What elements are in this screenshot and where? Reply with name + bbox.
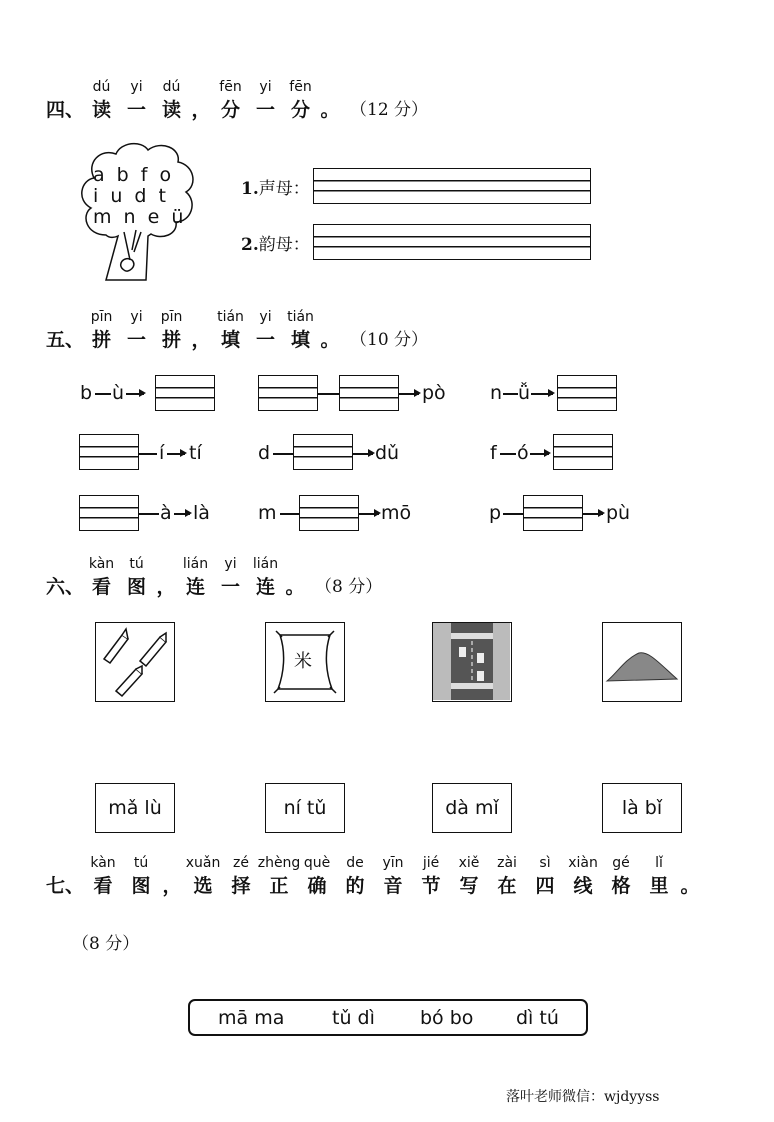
- hanzi: 。: [680, 875, 700, 897]
- hanzi: 读: [92, 99, 112, 121]
- rice-character: 米: [294, 651, 312, 672]
- hanzi: 一: [127, 329, 147, 351]
- section4-heading: [46, 77, 428, 123]
- hanzi: ，: [191, 99, 211, 121]
- title-char: [119, 77, 154, 123]
- pinyin-text: dǔ: [375, 442, 400, 464]
- section-score: （8 分）: [72, 934, 140, 954]
- letters-row: i u d t: [93, 185, 169, 207]
- title-char: [450, 853, 488, 899]
- answer-grid[interactable]: [557, 375, 617, 411]
- title-char: [678, 853, 702, 899]
- answer-option[interactable]: là bǐ: [602, 783, 682, 833]
- title-char: [298, 853, 336, 899]
- hanzi: 正: [269, 875, 289, 897]
- answer-grid[interactable]: [79, 495, 139, 531]
- title-char: [336, 853, 374, 899]
- pinyin-annotation: jié: [422, 855, 440, 871]
- title-char: [374, 853, 412, 899]
- pinyin-annotation: yīn: [382, 855, 404, 871]
- pinyin-annotation: dú: [92, 79, 111, 95]
- syllable-options-box: [188, 999, 588, 1036]
- pinyin-annotation: xiàn: [568, 855, 598, 871]
- hanzi: 的: [345, 875, 365, 897]
- hanzi: 择: [231, 875, 251, 897]
- picture-rice-bag[interactable]: [265, 622, 345, 702]
- answer-grid[interactable]: [258, 375, 318, 411]
- pinyin-annotation: yi: [130, 309, 143, 325]
- hanzi: 图: [131, 875, 151, 897]
- section-number: 六、: [46, 576, 85, 598]
- title-char: [564, 853, 602, 899]
- hanzi: 连: [256, 576, 276, 598]
- section6-heading: [46, 554, 382, 600]
- pinyin-text: n: [490, 382, 503, 404]
- title-char: [248, 77, 283, 123]
- pinyin-annotation: de: [346, 855, 364, 871]
- answer-grid[interactable]: [299, 495, 359, 531]
- hanzi: 分: [221, 99, 241, 121]
- tree-letters: [93, 165, 186, 228]
- pinyin-text: b: [80, 382, 93, 404]
- crayons-icon: [96, 623, 173, 700]
- answer-grid[interactable]: [523, 495, 583, 531]
- pinyin-text: pù: [606, 502, 631, 524]
- title-char: [488, 853, 526, 899]
- pinyin-text: tí: [189, 442, 202, 464]
- hanzi: 四: [535, 875, 555, 897]
- hanzi: 一: [127, 99, 147, 121]
- section-score: （12 分）: [350, 100, 429, 120]
- syllable-option: tǔ dì: [332, 1007, 375, 1029]
- pinyin-annotation: pīn: [160, 309, 183, 325]
- title-char: [248, 307, 283, 353]
- pinyin-annotation: gé: [612, 855, 630, 871]
- pinyin-annotation: lián: [252, 556, 279, 572]
- title-char: [189, 77, 213, 123]
- title-char: [154, 77, 189, 123]
- pinyin-annotation: què: [303, 855, 331, 871]
- title-char: [283, 307, 318, 353]
- answer-option[interactable]: mǎ lù: [95, 783, 175, 833]
- pinyin-annotation: sì: [539, 855, 551, 871]
- hanzi: 看: [93, 875, 113, 897]
- title-char: [189, 307, 213, 353]
- hanzi: 一: [256, 329, 276, 351]
- hanzi: 拼: [162, 329, 182, 351]
- hanzi: ，: [191, 329, 211, 351]
- pinyin-annotation: yi: [259, 309, 272, 325]
- title-char: [84, 77, 119, 123]
- answer-grid[interactable]: [155, 375, 215, 411]
- answer-grid[interactable]: [293, 434, 353, 470]
- pinyin-annotation: tián: [217, 309, 244, 325]
- initials-writing-grid[interactable]: [313, 168, 591, 204]
- hanzi: 选: [193, 875, 213, 897]
- pinyin-text: f: [490, 442, 497, 464]
- hanzi: ，: [156, 576, 176, 598]
- picture-crayons[interactable]: [95, 622, 175, 702]
- hanzi: 一: [221, 576, 241, 598]
- hanzi: 连: [186, 576, 206, 598]
- pinyin-annotation: tú: [129, 556, 144, 572]
- title-char: [160, 853, 184, 899]
- pinyin-annotation: yi: [259, 79, 272, 95]
- hanzi: ，: [162, 875, 182, 897]
- pinyin-annotation: kàn: [90, 855, 116, 871]
- row-initials-label: 1.声母：: [241, 179, 310, 199]
- hanzi: 在: [497, 875, 517, 897]
- footer-watermark: 落叶老师微信：wjdyyss: [506, 1089, 660, 1105]
- road-icon: [433, 623, 510, 700]
- pinyin-text: p: [489, 502, 502, 524]
- pinyin-annotation: yi: [224, 556, 237, 572]
- section-number: 七、: [46, 875, 85, 897]
- pinyin-annotation: dú: [162, 79, 181, 95]
- title-char: [178, 554, 213, 600]
- title-char: [213, 307, 248, 353]
- pinyin-text: ó: [517, 442, 529, 464]
- title-char: [283, 554, 307, 600]
- hanzi: 一: [256, 99, 276, 121]
- title-char: [184, 853, 222, 899]
- letters-row: a b f o: [93, 164, 175, 186]
- pinyin-annotation: xuǎn: [185, 855, 221, 871]
- pinyin-text: í: [159, 442, 165, 464]
- pinyin-annotation: zài: [497, 855, 517, 871]
- title-char: [640, 853, 678, 899]
- pinyin-text: mō: [381, 502, 412, 524]
- pinyin-text: pò: [422, 382, 446, 404]
- title-char: [84, 554, 119, 600]
- title-char: [122, 853, 160, 899]
- hanzi: 音: [383, 875, 403, 897]
- letters-row: m n e ü: [93, 206, 187, 228]
- hanzi: 拼: [92, 329, 112, 351]
- hanzi: 写: [459, 875, 479, 897]
- pinyin-annotation: zhèng: [257, 855, 301, 871]
- answer-grid[interactable]: [553, 434, 613, 470]
- picture-mountain[interactable]: [602, 622, 682, 702]
- row-finals-label: 2.韵母：: [241, 235, 310, 255]
- title-char: [318, 77, 342, 123]
- pinyin-annotation: pīn: [90, 309, 113, 325]
- title-char: [213, 554, 248, 600]
- hanzi: 。: [320, 99, 340, 121]
- title-char: [222, 853, 260, 899]
- title-char: [84, 853, 122, 899]
- title-char: [412, 853, 450, 899]
- pinyin-annotation: fēn: [219, 79, 242, 95]
- section-score: （8 分）: [315, 577, 383, 597]
- pinyin-text: ǚ: [518, 382, 531, 404]
- section-score: （10 分）: [350, 330, 429, 350]
- hanzi: 看: [92, 576, 112, 598]
- hanzi: 填: [291, 329, 311, 351]
- pinyin-text: à: [160, 502, 172, 524]
- hanzi: 。: [285, 576, 305, 598]
- picture-road[interactable]: [432, 622, 512, 702]
- pinyin-annotation: kàn: [88, 556, 115, 572]
- finals-writing-grid[interactable]: [313, 224, 591, 260]
- title-char: [248, 554, 283, 600]
- answer-option[interactable]: dà mǐ: [432, 783, 512, 833]
- syllable-option: dì tú: [516, 1007, 559, 1029]
- answer-grid[interactable]: [339, 375, 399, 411]
- section-number: 五、: [46, 329, 85, 351]
- hanzi: 读: [162, 99, 182, 121]
- title-char: [526, 853, 564, 899]
- pinyin-text: là: [193, 502, 210, 524]
- section5-heading: [46, 307, 428, 353]
- title-char: [84, 307, 119, 353]
- hanzi: 格: [611, 875, 631, 897]
- pinyin-annotation: fēn: [289, 79, 312, 95]
- pinyin-annotation: lián: [182, 556, 209, 572]
- answer-grid[interactable]: [79, 434, 139, 470]
- hanzi: 节: [421, 875, 441, 897]
- title-char: [318, 307, 342, 353]
- title-char: [213, 77, 248, 123]
- hanzi: 里: [649, 875, 669, 897]
- section-number: 四、: [46, 99, 85, 121]
- pinyin-text: d: [258, 442, 271, 464]
- title-char: [119, 554, 154, 600]
- title-char: [119, 307, 154, 353]
- title-char: [283, 77, 318, 123]
- pinyin-text: m: [258, 502, 277, 524]
- hanzi: 。: [320, 329, 340, 351]
- pinyin-annotation: lǐ: [655, 855, 663, 871]
- syllable-option: bó bo: [420, 1007, 474, 1029]
- title-char: [154, 307, 189, 353]
- syllable-option: mā ma: [218, 1007, 285, 1029]
- answer-option[interactable]: ní tǔ: [265, 783, 345, 833]
- pinyin-annotation: yi: [130, 79, 143, 95]
- title-char: [602, 853, 640, 899]
- title-char: [154, 554, 178, 600]
- pinyin-annotation: tián: [287, 309, 314, 325]
- pinyin-annotation: xiě: [458, 855, 480, 871]
- hanzi: 分: [291, 99, 311, 121]
- hanzi: 线: [573, 875, 593, 897]
- title-char: [257, 853, 301, 899]
- pinyin-annotation: zé: [233, 855, 249, 871]
- mountain-icon: [603, 623, 680, 700]
- pinyin-annotation: tú: [133, 855, 149, 871]
- pinyin-text: ù: [112, 382, 125, 404]
- section7-heading: [46, 853, 702, 899]
- hanzi: 图: [127, 576, 147, 598]
- hanzi: 确: [307, 875, 327, 897]
- hanzi: 填: [221, 329, 241, 351]
